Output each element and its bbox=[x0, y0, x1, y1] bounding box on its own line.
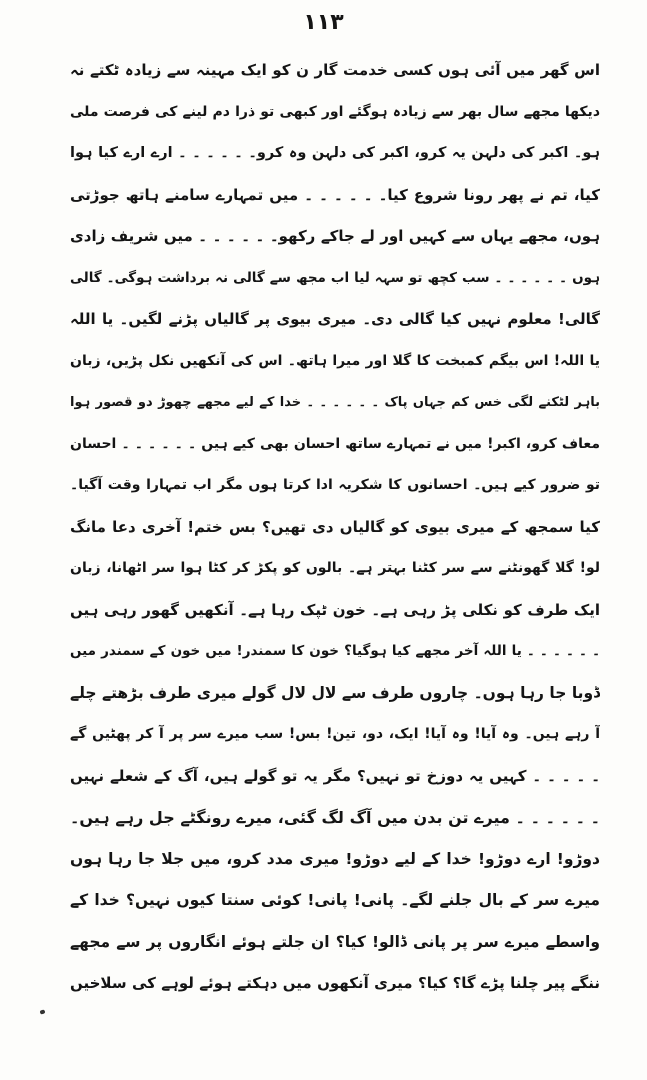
text-line: ۔ ۔ ۔ ۔ ۔ کہیں یہ دوزخ تو نہیں؟ مگر یہ تو گولے ہیں، آگ کے شعلے نہیں bbox=[70, 766, 600, 785]
text-line: دیکھا مجھے سال بھر سے زیادہ ہوگئے اور کبھی تو ذرا دم لینے کی فرصت ملی bbox=[70, 103, 600, 120]
text-line: ۔ ۔ ۔ ۔ ۔ ۔ یا اللہ آخر مجھے کیا ہوگیا؟ خون کا سمندر! میں خون کے سمندر میں bbox=[70, 643, 600, 659]
text-line: ایک طرف کو نکلی پڑ رہی ہے۔ خون ٹپک رہا ہے۔ آنکھیں گھور رہی ہیں bbox=[70, 600, 600, 619]
text-line: کیا، تم نے پھر رونا شروع کیا۔ ۔ ۔ ۔ ۔ ۔ میں تمہارے سامنے ہاتھ جوڑتی bbox=[70, 185, 600, 204]
text-line: گالی! معلوم نہیں کیا گالی دی۔ میری بیوی پر گالیاں پڑنے لگیں۔ یا اللہ bbox=[70, 310, 600, 328]
text-line: ڈوبا جا رہا ہوں۔ چاروں طرف سے لال لال گولے میری طرف بڑھتے چلے bbox=[70, 683, 600, 702]
text-line: ہوں، مجھے یہاں سے کہیں اور لے جاکے رکھو۔ ۔ ۔ ۔ ۔ ۔ میں شریف زادی bbox=[70, 227, 600, 245]
ink-speck bbox=[39, 1009, 45, 1014]
urdu-body-text bbox=[70, 50, 600, 1005]
text-line: لو! گلا گھونٹنے سے سر کٹنا بہتر ہے۔ بالوں کو پکڑ کر کٹا ہوا سر اٹھانا، زبان bbox=[70, 560, 600, 576]
text-line: ۔ ۔ ۔ ۔ ۔ ۔ میرے تن بدن میں آگ لگ گئی، میرے رونگٹے جل رہے ہیں۔ bbox=[70, 808, 600, 827]
text-line: دوڑو! ارے دوڑو! خدا کے لیے دوڑو! میری مدد کرو، میں جلا جا رہا ہوں bbox=[70, 849, 600, 868]
text-line: یا اللہ! اس بیگم کمبخت کا گلا اور میرا ہاتھ۔ اس کی آنکھیں نکل پڑیں، زبان bbox=[70, 352, 600, 369]
text-line: میرے سر کے بال جلنے لگے۔ پانی! پانی! کوئی سنتا کیوں نہیں؟ خدا کے bbox=[70, 891, 600, 909]
page-number: ۱۱۳ bbox=[303, 10, 344, 35]
text-line: ننگے پیر چلنا پڑے گا؟ کیا؟ میری آنکھوں میں دہکتے ہوئے لوہے کی سلاخیں bbox=[70, 974, 600, 992]
text-line: آ رہے ہیں۔ وہ آیا! وہ آیا! ایک، دو، تین! بس! سب میرے سر پر آ کر پھٹیں گے bbox=[70, 726, 600, 742]
text-line: باہر لٹکنے لگی خس کم جہاں پاک ۔ ۔ ۔ ۔ ۔ ۔ خدا کے لیے مجھے چھوڑ دو قصور ہوا bbox=[70, 395, 600, 410]
text-line: کیا سمجھ کے میری بیوی کو گالیاں دی تھیں؟ بس ختم! آخری دعا مانگ bbox=[70, 517, 600, 536]
text-line: تو ضرور کیے ہیں۔ احسانوں کا شکریہ ادا کرتا ہوں مگر اب تمہارا وقت آگیا۔ bbox=[70, 477, 600, 493]
text-line: اس گھر میں آئی ہوں کسی خدمت گار ن کو ایک مہینہ سے زیادہ ٹکتے نہ bbox=[70, 61, 600, 79]
text-line: ہو۔ اکبر کی دلہن یہ کرو، اکبر کی دلہن وہ کرو۔ ۔ ۔ ۔ ۔ ۔ ارے ارے کیا ہوا bbox=[70, 145, 600, 161]
text-line: واسطے میرے سر پر پانی ڈالو! کیا؟ ان جلتے ہوئے انگاروں پر سے مجھے bbox=[70, 932, 600, 951]
text-line: معاف کرو، اکبر! میں نے تمہارے ساتھ احسان بھی کیے ہیں ۔ ۔ ۔ ۔ ۔ ۔ احسان bbox=[70, 435, 600, 452]
text-line: ہوں ۔ ۔ ۔ ۔ ۔ ۔ سب کچھ تو سہہ لیا اب مجھ سے گالی نہ برداشت ہوگی۔ گالی bbox=[70, 269, 600, 286]
